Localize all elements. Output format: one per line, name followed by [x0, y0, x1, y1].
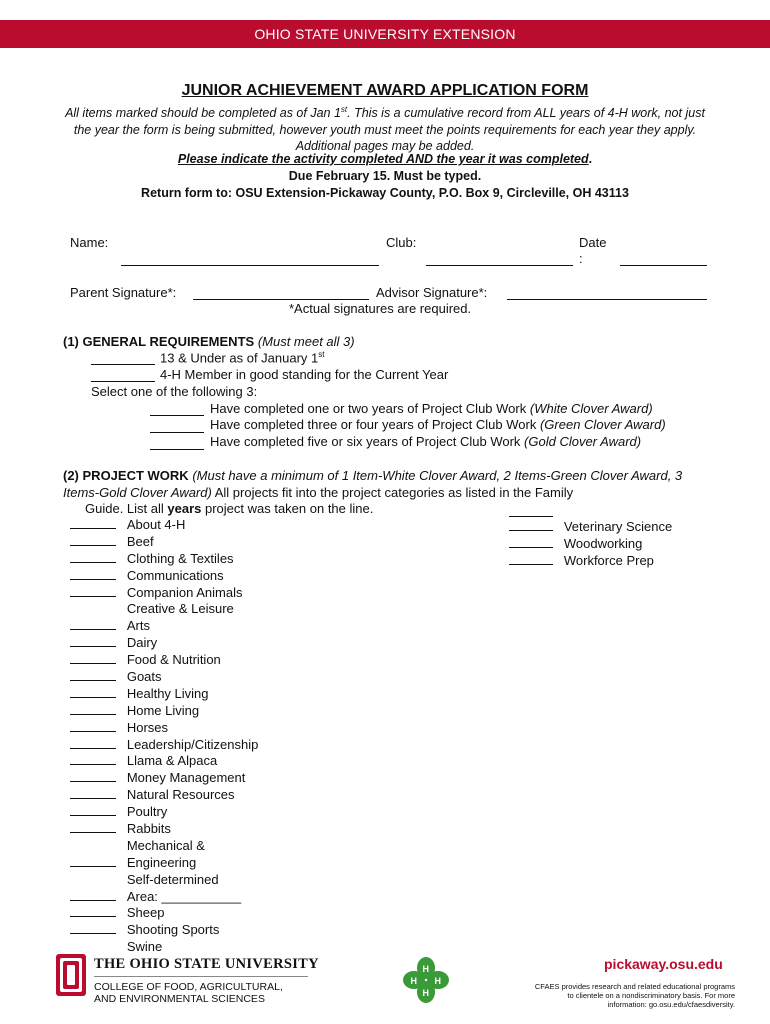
list-item: [70, 668, 258, 685]
option-3-award: (Gold Clover Award): [524, 434, 642, 449]
form-title: JUNIOR ACHIEVEMENT AWARD APPLICATION FORM: [181, 82, 589, 99]
project-label: Arts: [126, 618, 150, 634]
list-item: [70, 904, 258, 921]
signature-note: *Actual signatures are required.: [289, 301, 472, 316]
intro-sup: st: [340, 105, 348, 114]
return-address: Return form to: OSU Extension-Pickaway County, P.O. Box 9, Circleville, OH 43113: [141, 186, 629, 200]
project-label: Mechanical &: [126, 837, 205, 853]
project-blank[interactable]: [70, 584, 116, 597]
project-label: Healthy Living: [126, 685, 209, 701]
indicate-line: [0, 152, 770, 166]
desc-2a: Guide. List all: [85, 501, 168, 516]
option-1-award: (White Clover Award): [529, 401, 653, 416]
project-spacer: [70, 837, 116, 850]
project-blank[interactable]: [70, 921, 116, 934]
list-item: [70, 854, 258, 871]
req-2-blank[interactable]: [91, 381, 155, 382]
section-2-note: (Must have a minimum of 1 Item-White Clover Award, 2 Items-Green Clover Award, 3 Items-Gold Clover Award): [63, 468, 683, 500]
project-blank[interactable]: [70, 617, 116, 630]
list-item: [70, 617, 258, 634]
list-item: [70, 719, 258, 736]
project-blank[interactable]: [70, 516, 116, 529]
list-item: [70, 600, 258, 617]
list-item: [70, 938, 258, 955]
project-blank[interactable]: [70, 752, 116, 765]
parent-signature-label: Parent Signature*:: [70, 285, 177, 300]
advisor-signature-label: Advisor Signature*:: [376, 285, 488, 300]
option-1-blank[interactable]: [150, 415, 204, 416]
project-label: Engineering: [126, 854, 197, 870]
project-label: About 4-H: [126, 517, 186, 532]
project-blank[interactable]: [70, 668, 116, 681]
list-item: [70, 533, 258, 550]
footer-divider: [94, 976, 308, 977]
project-blank[interactable]: [70, 550, 116, 563]
list-item: [70, 803, 258, 820]
req-1-text: [160, 350, 325, 365]
project-label: Communications: [126, 567, 224, 583]
select-one-text: Select one of the following 3:: [91, 384, 258, 399]
project-blank[interactable]: [70, 634, 116, 647]
list-item: [70, 786, 258, 803]
project-blank[interactable]: [70, 820, 116, 833]
list-item: [509, 552, 672, 569]
project-blank[interactable]: [70, 769, 116, 782]
option-2-award: (Green Clover Award): [539, 417, 666, 432]
project-label: Sheep: [126, 905, 165, 921]
desc-2c: project was taken on the line.: [201, 501, 374, 516]
advisor-signature-field[interactable]: [507, 299, 707, 300]
project-blank[interactable]: [70, 736, 116, 749]
option-3-blank[interactable]: [150, 449, 204, 450]
project-label: Horses: [126, 719, 169, 735]
project-label: Area: ___________: [126, 888, 242, 904]
list-item: [70, 634, 258, 651]
project-blank[interactable]: [509, 535, 553, 548]
parent-signature-field[interactable]: [193, 299, 369, 300]
req-2-text: 4-H Member in good standing for the Current Year: [160, 367, 449, 382]
req-1-sup: st: [318, 350, 325, 359]
nondiscrimination-statement: CFAES provides research and related educational programs to clientele on a nondiscriminatory basis. For more information: go.osu.edu/cfaesdiversity.: [534, 982, 735, 1009]
list-item: [70, 651, 258, 668]
project-blank[interactable]: [70, 719, 116, 732]
list-item: [70, 769, 258, 786]
project-list-right: [509, 518, 672, 569]
list-item: [509, 535, 672, 552]
due-date: Due February 15. Must be typed.: [288, 169, 482, 183]
project-list-left: [70, 516, 258, 955]
project-label: Veterinary Science: [563, 519, 673, 534]
project-label: Natural Resources: [126, 787, 235, 803]
project-blank[interactable]: [70, 786, 116, 799]
list-item: [70, 888, 258, 905]
college-line-1: COLLEGE OF FOOD, AGRICULTURAL,: [94, 981, 283, 993]
project-label: Workforce Prep: [563, 552, 654, 568]
banner-title: OHIO STATE UNIVERSITY EXTENSION: [254, 26, 516, 42]
intro-text-2: . This is a cumulative record from ALL years of 4-H work, not just the year the form is being submitted, however youth must meet the points requirements for each year they apply. Additional pages may be added.: [73, 106, 705, 154]
project-label: Beef: [126, 533, 154, 549]
project-spacer: [70, 938, 116, 951]
project-blank[interactable]: [70, 854, 116, 867]
list-item: [70, 837, 258, 854]
list-item: [70, 685, 258, 702]
club-field[interactable]: [426, 265, 573, 266]
college-line-2: AND ENVIRONMENTAL SCIENCES: [94, 993, 265, 1005]
osu-block-o-icon: [56, 954, 86, 996]
project-label: Companion Animals: [126, 584, 243, 600]
website-link[interactable]: pickaway.osu.edu: [604, 956, 723, 972]
option-2: [210, 417, 666, 432]
list-item: [70, 820, 258, 837]
option-3: [210, 434, 641, 449]
svg-text:H: H: [422, 964, 429, 974]
project-blank[interactable]: [70, 651, 116, 664]
desc-2b: years: [167, 501, 202, 516]
section-2-title: PROJECT WORK: [82, 468, 189, 483]
indicate-period: .: [588, 152, 593, 166]
name-field[interactable]: [121, 265, 379, 266]
list-item: [70, 921, 258, 938]
option-1-text: Have completed one or two years of Project Club Work: [210, 401, 530, 416]
section-1-number: (1): [63, 334, 79, 349]
option-2-text: Have completed three or four years of Project Club Work: [210, 417, 540, 432]
section-1-title: GENERAL REQUIREMENTS: [82, 334, 255, 349]
indicate-text: Please indicate the activity completed AND the year it was completed: [177, 152, 589, 166]
list-item: [509, 518, 672, 535]
list-item: [70, 550, 258, 567]
project-label: Shooting Sports: [126, 922, 220, 938]
list-item: [70, 584, 258, 601]
4h-clover-icon: [402, 956, 450, 1004]
club-label: Club:: [386, 235, 417, 250]
project-blank[interactable]: [509, 552, 553, 565]
header-banner: [0, 20, 770, 48]
project-label: Swine: [126, 939, 163, 955]
osu-wordmark: THE OHIO STATE UNIVERSITY: [94, 956, 319, 972]
list-item: [70, 516, 258, 533]
date-field[interactable]: [620, 265, 707, 266]
project-label: Food & Nutrition: [126, 652, 221, 668]
project-label: Self-determined: [126, 871, 219, 887]
general-requirements-heading: [63, 334, 355, 349]
project-label: Woodworking: [563, 535, 643, 551]
project-label: Home Living: [126, 702, 200, 718]
svg-text:H: H: [410, 976, 417, 986]
project-blank[interactable]: [70, 904, 116, 917]
project-spacer: [70, 871, 116, 884]
project-label: Goats: [126, 669, 162, 685]
form-intro: [60, 102, 710, 155]
date-colon: :: [579, 251, 583, 266]
date-label: Date: [579, 235, 607, 250]
list-item: [70, 871, 258, 888]
req-1-blank[interactable]: [91, 364, 155, 365]
project-label: Clothing & Textiles: [126, 550, 234, 566]
project-blank[interactable]: [70, 702, 116, 715]
section-2-number: (2): [63, 468, 79, 483]
section-2-desc-2: [85, 501, 373, 516]
project-blank[interactable]: [70, 803, 116, 816]
section-1-note: (Must meet all 3): [257, 334, 355, 349]
project-label: Creative & Leisure: [126, 601, 234, 617]
list-item: [70, 567, 258, 584]
section-2-desc-1: All projects fit into the project categories as listed in the Family: [214, 485, 574, 500]
project-blank[interactable]: [70, 533, 116, 546]
project-label: Money Management: [126, 770, 246, 786]
project-blank[interactable]: [70, 685, 116, 698]
project-label: Poultry: [126, 804, 168, 820]
project-label: Leadership/Citizenship: [126, 736, 259, 752]
project-label: Llama & Alpaca: [126, 753, 218, 769]
list-item: [70, 736, 258, 753]
option-2-blank[interactable]: [150, 432, 204, 433]
list-item: [70, 702, 258, 719]
svg-text:H: H: [434, 976, 441, 986]
project-blank[interactable]: [70, 888, 116, 901]
project-work-heading: [63, 467, 703, 501]
right-top-blank[interactable]: [509, 516, 553, 517]
project-blank[interactable]: [70, 567, 116, 580]
req-1-label: 13 & Under as of January 1: [160, 350, 319, 366]
name-label: Name:: [70, 235, 109, 250]
project-blank[interactable]: [509, 518, 553, 531]
option-1: [210, 401, 653, 416]
project-label: Rabbits: [126, 821, 171, 837]
intro-text-1: All items marked should be completed as of Jan 1: [65, 106, 341, 121]
list-item: [70, 752, 258, 769]
svg-text:H: H: [422, 988, 429, 998]
option-3-text: Have completed five or six years of Project Club Work: [210, 434, 525, 449]
project-label: Dairy: [126, 635, 158, 651]
project-spacer: [70, 600, 116, 613]
